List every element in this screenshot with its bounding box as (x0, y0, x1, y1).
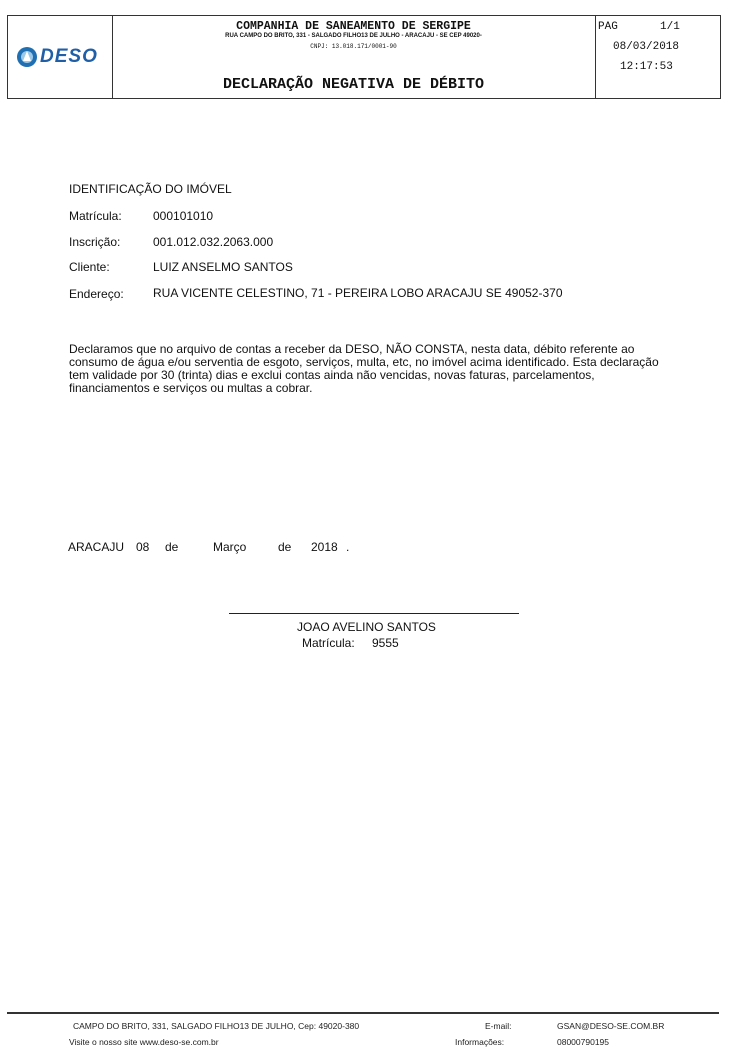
email-label: E-mail: (485, 1021, 512, 1031)
divider (595, 16, 596, 98)
logo-text: DESO (40, 46, 98, 67)
footer-address: CAMPO DO BRITO, 331, SALGADO FILHO13 DE JULHO, Cep: 49020- (73, 1021, 345, 1031)
de-text: de (165, 540, 179, 554)
print-time: 12:17:53 (620, 61, 673, 73)
matricula-value: 000101010 (153, 209, 214, 223)
document-title: DECLARAÇÃO NEGATIVA DE DÉBITO (222, 76, 485, 93)
info-label: Informações: (455, 1037, 505, 1047)
day: 08 (136, 540, 150, 554)
declaration-text: Declaramos que no arquivo de contas a receber da DESO, NÃO CONSTA, nesta data, débito referente ao consumo de água e/ou serventia de esgoto, serviços, multa, etc, no imóvel acima identificado. Esta declaração tem validade por 30 (trinta) dias e exclui contas ainda não vencidas, novas faturas, parcelamentos, financiamentos e serviços ou multas a cobrar. (69, 342, 659, 395)
document-header (7, 15, 721, 99)
endereco-value: RUA VICENTE CELESTINO, 71 - PEREIRA LOBO ARACAJU SE 49052-370 (153, 286, 563, 300)
cliente-label: Cliente: (69, 260, 110, 274)
inscricao-label: Inscrição: (69, 235, 121, 249)
company-cnpj: CNPJ: 13.018.171/0001-90 (310, 43, 397, 50)
email-value: GSAN@DESO-SE.COM.BR (557, 1021, 665, 1031)
footer-address-line (73, 1021, 359, 1031)
signer-matricula: 9555 (372, 636, 399, 650)
inscricao-value: 001.012.032.2063.000 (153, 235, 274, 249)
page-number: 1/1 (660, 21, 680, 33)
company-name: COMPANHIA DE SANEAMENTO DE SERGIPE (236, 20, 471, 33)
company-address: RUA CAMPO DO BRITO, 331 - SALGADO FILHO13 DE JULHO - ARACAJU - SE CEP 49020- (225, 33, 482, 39)
signature-line (229, 613, 519, 614)
footer-divider (7, 1012, 719, 1014)
signer-matricula-label: Matrícula: (302, 636, 355, 650)
month: Março (213, 540, 247, 554)
section-title: IDENTIFICAÇÃO DO IMÓVEL (69, 182, 232, 196)
page-label: PAG (598, 21, 618, 33)
city: ARACAJU (68, 540, 125, 554)
year: 2018 (311, 540, 338, 554)
footer-site: Visite o nosso site www.deso-se.com.br (69, 1037, 219, 1047)
matricula-label: Matrícula: (69, 209, 122, 223)
de-text: de (278, 540, 292, 554)
cliente-value: LUIZ ANSELMO SANTOS (153, 260, 293, 274)
print-date: 08/03/2018 (613, 41, 680, 53)
deso-logo (16, 46, 98, 68)
signer-name: JOAO AVELINO SANTOS (297, 620, 436, 634)
deso-logo-icon (16, 46, 38, 68)
endereco-label: Endereço: (69, 287, 124, 301)
dot: . (346, 540, 350, 554)
footer-address-cont: 380 (344, 1021, 360, 1031)
info-value: 08000790195 (557, 1037, 610, 1047)
